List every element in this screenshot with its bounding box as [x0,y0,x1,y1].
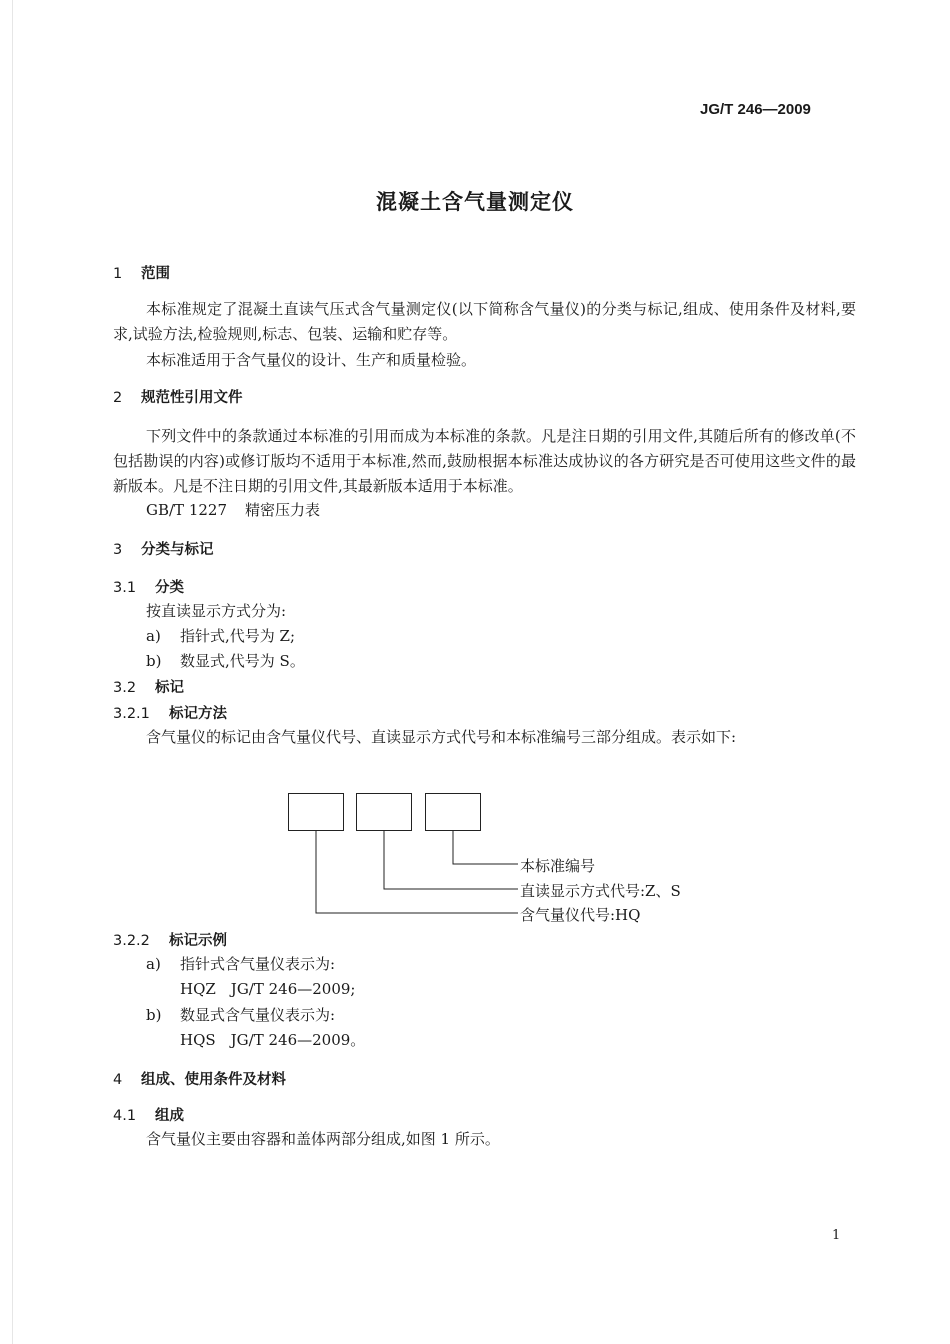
page-number: 1 [832,1228,841,1243]
section-number: 3.2.1 [113,706,150,722]
section-1-paragraph-2: 本标准适用于含气量仪的设计、生产和质量检验。 [146,351,477,369]
item-text: 指针式,代号为 Z; [180,627,296,645]
section-number: 3.2.2 [113,933,150,949]
section-number: 4 [113,1072,123,1088]
section-3-heading [113,538,214,559]
classification-item-b [146,649,305,674]
normative-reference [146,498,320,523]
section-1-heading [113,262,170,283]
section-3-2-1-heading [113,702,227,723]
section-4-heading [113,1068,286,1089]
section-3-2-heading [113,676,184,697]
example-item-b [146,1003,335,1028]
item-marker: a) [146,955,161,973]
section-number: 4.1 [113,1108,137,1124]
section-number: 3 [113,542,123,558]
section-3-2-2-heading [113,929,227,950]
example-code-b: HQS JG/T 246—2009。 [180,1031,366,1049]
section-title: 规范性引用文件 [141,390,243,406]
diagram-label-standard-number: 本标准编号 [520,857,596,875]
section-title: 分类与标记 [141,542,214,558]
reference-name: 精密压力表 [245,501,321,519]
diagram-leader-lines [280,785,730,935]
item-text: 指针式含气量仪表示为: [180,955,336,973]
section-1-paragraph-1: 本标准规定了混凝土直读气压式含气量测定仪(以下简称含气量仪)的分类与标记,组成、使用条件及材料,要求,试验方法,检验规则,标志、包装、运输和贮存等。 [113,300,856,343]
section-4-1-heading [113,1104,184,1125]
section-title: 标记 [155,680,184,696]
section-3-1-heading [113,576,184,597]
section-number: 1 [113,266,123,282]
diagram-label-product-code: 含气量仪代号:HQ [520,906,641,924]
section-title: 组成、使用条件及材料 [141,1072,286,1088]
item-text: 数显式含气量仪表示为: [180,1006,336,1024]
section-title: 范围 [141,266,170,282]
section-number: 2 [113,390,123,406]
classification-intro: 按直读显示方式分为: [146,602,287,620]
section-title: 组成 [155,1108,184,1124]
section-number: 3.1 [113,580,137,596]
item-marker: b) [146,1006,162,1024]
section-title: 标记示例 [169,933,227,949]
diagram-label-display-code: 直读显示方式代号:Z、S [520,882,681,900]
example-code-a: HQZ JG/T 246—2009; [180,980,356,998]
reference-code: GB/T 1227 [146,501,228,519]
section-number: 3.2 [113,680,137,696]
item-marker: a) [146,627,161,645]
section-title: 标记方法 [169,706,227,722]
example-item-a [146,952,335,977]
composition-paragraph: 含气量仪主要由容器和盖体两部分组成,如图 1 所示。 [146,1130,500,1148]
item-marker: b) [146,652,162,670]
section-2-heading [113,386,243,407]
section-title: 分类 [155,580,184,596]
marking-method-paragraph: 含气量仪的标记由含气量仪代号、直读显示方式代号和本标准编号三部分组成。表示如下: [146,728,737,746]
item-text: 数显式,代号为 S。 [180,652,305,670]
section-2-paragraph-1: 下列文件中的条款通过本标准的引用而成为本标准的条款。凡是注日期的引用文件,其随后所有的修改单(不包括勘误的内容)或修订版均不适用于本标准,然而,鼓励根据本标准达成协议的各方研究是否可使用这些文件的最新版本。凡是不注日期的引用文件,其最新版本适用于本标准。 [113,427,856,495]
classification-item-a [146,624,295,649]
marking-diagram [280,785,730,935]
standard-code: JG/T 246—2009 [700,101,811,118]
document-title: 混凝土含气量测定仪 [376,190,574,214]
